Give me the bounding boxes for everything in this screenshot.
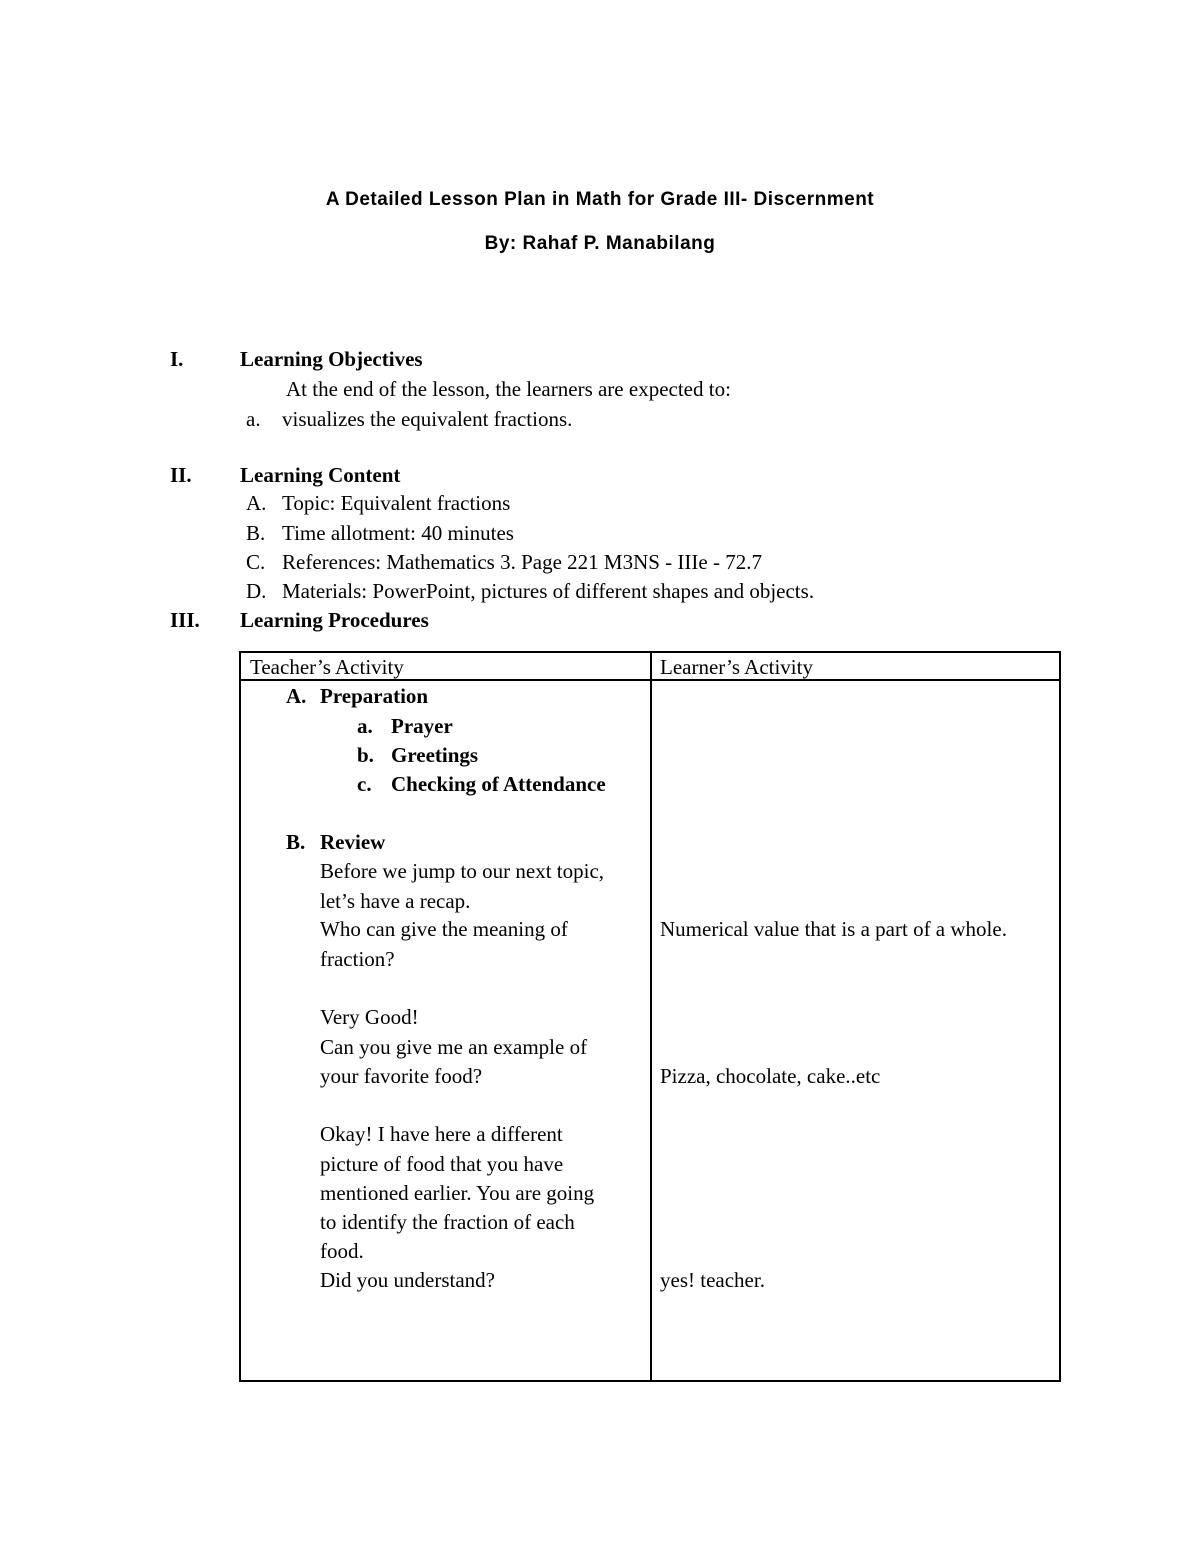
list-marker: c. [357, 772, 372, 796]
learner-response: Pizza, chocolate, cake..etc [660, 1064, 881, 1088]
table-column-divider [650, 653, 652, 1380]
section-numeral-procedures: III. [170, 608, 200, 632]
objectives-intro: At the end of the lesson, the learners are expected to: [286, 377, 731, 401]
review-line: Okay! I have here a different [320, 1122, 563, 1146]
preparation-heading: Preparation [320, 684, 429, 708]
learner-response: Numerical value that is a part of a whole. [660, 917, 1007, 941]
review-line: your favorite food? [320, 1064, 483, 1088]
section-heading-objectives: Learning Objectives [240, 347, 423, 371]
list-marker: A. [246, 491, 267, 515]
section-heading-procedures: Learning Procedures [240, 608, 429, 632]
list-marker: a. [246, 407, 261, 431]
preparation-item-attendance: Checking of Attendance [391, 772, 606, 796]
content-item: Topic: Equivalent fractions [282, 491, 511, 515]
table-header-teacher: Teacher’s Activity [250, 655, 404, 679]
preparation-item-greetings: Greetings [391, 743, 479, 767]
review-line: picture of food that you have [320, 1152, 564, 1176]
table-header-learner: Learner’s Activity [660, 655, 813, 679]
list-marker: C. [246, 550, 266, 574]
review-line: let’s have a recap. [320, 889, 471, 913]
list-marker: B. [246, 521, 266, 545]
content-item: Materials: PowerPoint, pictures of different shapes and objects. [282, 579, 815, 603]
list-marker: A. [286, 684, 307, 708]
activity-table [239, 651, 1061, 1382]
document-author: By: Rahaf P. Manabilang [484, 233, 716, 254]
list-marker: B. [286, 830, 306, 854]
review-line: food. [320, 1239, 364, 1263]
review-line: fraction? [320, 947, 395, 971]
review-line: Very Good! [320, 1005, 419, 1029]
review-line: Before we jump to our next topic, [320, 859, 605, 883]
section-numeral-objectives: I. [170, 347, 184, 371]
list-marker: D. [246, 579, 267, 603]
review-line: Can you give me an example of [320, 1035, 588, 1059]
section-numeral-content: II. [170, 463, 192, 487]
review-line: to identify the fraction of each [320, 1210, 575, 1234]
learner-response: yes! teacher. [660, 1268, 765, 1292]
review-line: Who can give the meaning of [320, 917, 568, 941]
review-line: Did you understand? [320, 1268, 495, 1292]
document-title: A Detailed Lesson Plan in Math for Grade III- Discernment [325, 189, 875, 210]
review-heading: Review [320, 830, 386, 854]
objective-item: visualizes the equivalent fractions. [282, 407, 573, 431]
content-item: Time allotment: 40 minutes [282, 521, 514, 545]
section-heading-content: Learning Content [240, 463, 401, 487]
list-marker: b. [357, 743, 374, 767]
preparation-item-prayer: Prayer [391, 714, 453, 738]
list-marker: a. [357, 714, 373, 738]
review-line: mentioned earlier. You are going [320, 1181, 595, 1205]
content-item: References: Mathematics 3. Page 221 M3NS - IIIe - 72.7 [282, 550, 762, 574]
